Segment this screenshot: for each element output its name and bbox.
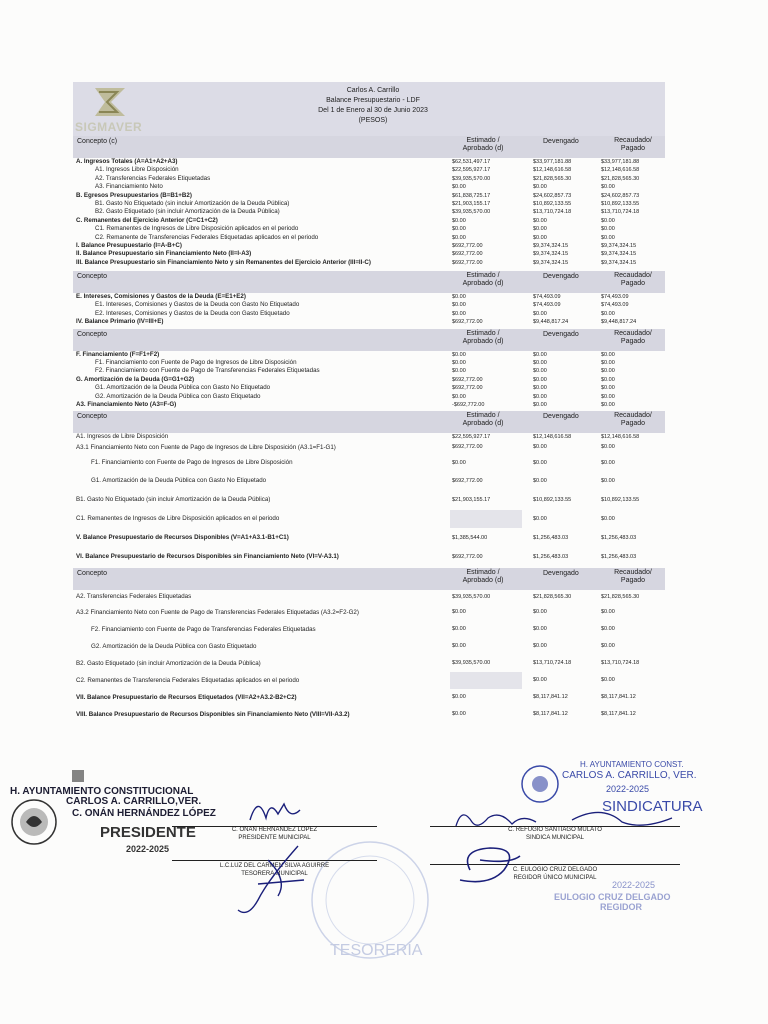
collected-value: $33,977,181.88 [601, 159, 640, 165]
estimated-value: $0.00 [452, 294, 466, 301]
collected-value: $0.00 [601, 626, 615, 633]
row-label: B1. Gasto No Etiquetado (sin incluir Amortización de la Deuda Pública) [76, 496, 271, 504]
collected-value: $0.00 [601, 310, 615, 317]
estimated-value [450, 672, 522, 689]
estimated-value: $0.00 [452, 643, 466, 650]
collected-value: $0.00 [601, 360, 615, 367]
estimated-value: $692,772.00 [452, 251, 483, 258]
collected-value: $1,256,483.03 [601, 535, 637, 542]
collected-value: $0.00 [601, 444, 615, 451]
accrued-value: $9,374,324.15 [533, 251, 569, 258]
table-row [73, 301, 665, 309]
accrued-value: $12,148,616.58 [533, 434, 572, 441]
row-label: F2. Financiamiento con Fuente de Pago de Transferencias Federales Etiquetadas [91, 626, 316, 634]
table-row [73, 158, 665, 166]
estimated-value: $62,531,497.17 [452, 159, 491, 165]
estimated-value: $0.00 [452, 626, 466, 633]
estimated-header [443, 272, 523, 288]
collected-value: $8,117,841.12 [601, 711, 636, 718]
accrued-value: $0.00 [533, 393, 547, 400]
table-row [73, 590, 665, 604]
collected-value: $0.00 [601, 226, 615, 233]
balance-document [73, 82, 665, 723]
approved-label: Aprobado (d) [462, 280, 504, 288]
table-row [73, 234, 665, 242]
accrued-value: $0.00 [533, 376, 547, 383]
accrued-value: $0.00 [533, 184, 547, 191]
table-row [73, 490, 665, 510]
table-row [73, 192, 665, 200]
estimated-value: $0.00 [452, 694, 466, 701]
estimated-value: $0.00 [452, 184, 466, 191]
table-row [73, 548, 665, 566]
collected-label: Recaudado/ [614, 272, 652, 280]
row-label: C. Remanentes del Ejercicio Anterior (C=C1+C2) [76, 216, 218, 224]
estimated-value: $0.00 [452, 226, 466, 233]
section-header [73, 411, 665, 433]
accrued-value: $9,374,324.15 [533, 242, 569, 249]
row-label: A1. Ingresos de Libre Disposición [76, 433, 169, 441]
estimated-label: Estimado / [466, 272, 500, 280]
row-label: I. Balance Presupuestario (I=A-B+C) [76, 241, 182, 249]
collected-value: $0.00 [601, 234, 615, 241]
sindicatura-stamp: H. AYUNTAMIENTO CONST. CARLOS A. CARRILLO, VER. 2022-2025 SINDICATURA 2022-2025 EULOGIO CRUZ DELGADO REGIDOR [520, 760, 720, 920]
estimated-value: $0.00 [452, 368, 466, 375]
table-row [73, 259, 665, 267]
table-row [73, 217, 665, 225]
estimated-value: $22,595,927.17 [452, 434, 491, 441]
table-row [73, 441, 665, 454]
handwritten-signature [240, 790, 320, 830]
accrued-value: $74,493.09 [533, 302, 561, 309]
ayuntamiento-stamp: H. AYUNTAMIENTO CONSTITUCIONAL CARLOS A. CARRILLO,VER. C. ONÁN HERNÁNDEZ LÓPEZ PRESIDENTE 2022-2025 [8, 772, 258, 862]
collected-value: $74,493.09 [601, 302, 629, 309]
row-label: A2. Transferencias Federales Etiquetadas [76, 593, 192, 601]
report-titles [223, 86, 523, 126]
accrued-value: $10,892,133.55 [533, 200, 572, 207]
accrued-value: $13,710,724.18 [533, 209, 572, 216]
table-section [73, 590, 665, 723]
row-label: VIII. Balance Presupuestario de Recursos Disponibles sin Financiamiento Neto (VIII=VII-A3.2) [76, 711, 350, 719]
accrued-value: $0.00 [533, 217, 547, 224]
collected-label: Recaudado/ [614, 412, 652, 420]
accrued-value: $0.00 [533, 609, 547, 616]
table-row [73, 242, 665, 250]
accrued-value: $0.00 [533, 368, 547, 375]
concept-header: Concepto [77, 273, 107, 281]
table-row [73, 166, 665, 174]
table-row [73, 706, 665, 723]
table-section [73, 351, 665, 410]
collected-value: $0.00 [601, 385, 615, 392]
table-row [73, 510, 665, 528]
accrued-header: Devengado [543, 570, 579, 578]
estimated-value: $0.00 [452, 460, 466, 467]
row-label: G2. Amortización de la Deuda Pública con Gasto Etiquetado [95, 392, 261, 400]
collected-value: $0.00 [601, 351, 615, 358]
collected-value: $13,710,724.18 [601, 209, 640, 216]
collected-value: $12,148,616.58 [601, 167, 640, 174]
accrued-value: $0.00 [533, 460, 547, 467]
collected-header [603, 137, 663, 153]
paid-label: Pagado [620, 280, 646, 288]
accrued-value: $24,602,857.73 [533, 192, 572, 199]
paid-label: Pagado [620, 145, 646, 152]
row-label: A3. Financiamiento Neto (A3=F-G) [76, 400, 177, 408]
report-name: Balance Presupuestario - LDF [326, 97, 420, 104]
accrued-value: $8,117,841.12 [533, 694, 568, 701]
estimated-value: $61,838,725.17 [452, 192, 491, 199]
collected-value: $1,256,483.03 [601, 554, 637, 561]
collected-value: $10,892,133.55 [601, 497, 640, 504]
entity-name: Carlos A. Carrillo [346, 87, 400, 94]
table-row [73, 225, 665, 233]
estimated-label: Estimado / [466, 412, 500, 420]
estimated-value: $1,385,544.00 [452, 535, 488, 542]
row-label: IV. Balance Primario (IV=III+E) [76, 318, 164, 326]
accrued-value: $0.00 [533, 444, 547, 451]
accrued-value: $1,256,483.03 [533, 554, 569, 561]
accrued-value: $0.00 [533, 643, 547, 650]
table-section [73, 293, 665, 327]
table-row [73, 351, 665, 359]
accrued-header: Devengado [543, 273, 579, 281]
accrued-value: $21,828,565.30 [533, 594, 572, 601]
report-units: (PESOS) [358, 117, 388, 124]
accrued-value: $0.00 [533, 626, 547, 633]
accrued-value: $0.00 [533, 360, 547, 367]
row-label: F1. Financiamiento con Fuente de Pago de Ingresos de Libre Disposición [91, 459, 293, 467]
row-label: B1. Gasto No Etiquetado (sin incluir Amortización de la Deuda Pública) [95, 199, 290, 207]
row-label: VII. Balance Presupuestario de Recursos Etiquetados (VII=A2+A3.2-B2+C2) [76, 694, 297, 702]
report-period: Del 1 de Enero al 30 de Junio 2023 [318, 107, 428, 114]
accrued-value: $0.00 [533, 401, 547, 408]
collected-value: $12,148,616.58 [601, 434, 640, 441]
row-label: A3.2 Financiamiento Neto con Fuente de Pago de Transferencias Federales Etiquetadas (A3.2=F2-G2) [76, 609, 359, 617]
accrued-value: $9,448,817.24 [533, 319, 569, 326]
approved-label: Aprobado (d) [462, 145, 504, 152]
row-label: A. Ingresos Totales (A=A1+A2+A3) [76, 158, 178, 165]
table-row [73, 367, 665, 375]
row-label: B2. Gasto Etiquetado (sin incluir Amortización de la Deuda Pública) [76, 660, 261, 668]
accrued-header: Devengado [543, 330, 579, 338]
row-label: E1. Intereses, Comisiones y Gastos de la Deuda con Gasto No Etiquetado [95, 301, 300, 309]
collected-header [603, 330, 663, 346]
estimated-value: $0.00 [452, 217, 466, 224]
row-label: III. Balance Presupuestario sin Financiamiento Neto y sin Remanentes del Ejercicio Anterior (III=II-C) [76, 258, 371, 266]
collected-header [603, 569, 663, 585]
estimated-value: $39,935,570.00 [452, 660, 491, 667]
handwritten-signature [452, 800, 682, 840]
collected-value: $0.00 [601, 217, 615, 224]
row-label: A3.1 Financiamiento Neto con Fuente de Pago de Ingresos de Libre Disposición (A3.1=F1-G1) [76, 444, 336, 452]
accrued-value: $10,892,133.55 [533, 497, 572, 504]
row-label: G1. Amortización de la Deuda Pública con Gasto No Etiquetado [95, 384, 271, 392]
row-label: A2. Transferencias Federales Etiquetadas [95, 174, 211, 182]
tesoreria-stamp: TESORERÍA [300, 830, 440, 970]
estimated-value: $692,772.00 [452, 554, 483, 561]
estimated-label: Estimado / [466, 329, 500, 337]
collected-value: $0.00 [601, 184, 615, 191]
collected-value: $0.00 [601, 368, 615, 375]
collected-value: $9,448,817.24 [601, 319, 637, 326]
estimated-value: $39,935,570.00 [452, 209, 491, 216]
estimated-value: $0.00 [452, 234, 466, 241]
section-header [73, 271, 665, 293]
signatory-presidente: C. ONAN HERNANDEZ LOPEZ PRESIDENTE MUNICIPAL [231, 827, 318, 841]
collected-value: $0.00 [601, 609, 615, 616]
table-row [73, 401, 665, 409]
estimated-value: $0.00 [452, 609, 466, 616]
row-label: C1. Remanentes de Ingresos de Libre Disposición aplicados en el periodo [95, 225, 299, 233]
estimated-value: $692,772.00 [452, 385, 483, 392]
row-label: E2. Intereses, Comisiones y Gastos de la Deuda con Gasto Etiquetado [95, 309, 290, 317]
handwritten-signature [450, 840, 540, 890]
table-row [73, 310, 665, 318]
accrued-value: $9,374,324.15 [533, 259, 569, 266]
row-label: F. Financiamiento (F=F1+F2) [76, 350, 160, 358]
accrued-value: $1,256,483.03 [533, 535, 569, 542]
row-label: F1. Financiamiento con Fuente de Pago de Ingresos de Libre Disposición [95, 359, 297, 367]
seal-icon [10, 798, 58, 846]
estimated-value: $692,772.00 [452, 242, 483, 249]
row-label: F2. Financiamiento con Fuente de Pago de Transferencias Federales Etiquetadas [95, 367, 320, 375]
paid-label: Pagado [620, 337, 646, 345]
collected-header [603, 272, 663, 288]
row-label: C2. Remanentes de Transferencia Federales Etiquetadas aplicados en el periodo [76, 677, 300, 685]
estimated-value: $39,935,570.00 [452, 594, 491, 601]
approved-label: Aprobado (d) [462, 420, 504, 428]
table-row [73, 200, 665, 208]
estimated-header [443, 330, 523, 346]
accrued-value: $0.00 [533, 385, 547, 392]
estimated-value: $39,935,570.00 [452, 175, 491, 182]
collected-value: $21,828,565.30 [601, 594, 640, 601]
collected-value: $21,828,565.30 [601, 175, 640, 182]
accrued-value: $0.00 [533, 478, 547, 485]
row-label: C1. Remanentes de Ingresos de Libre Disposición aplicados en el periodo [76, 515, 280, 523]
collected-value: $0.00 [601, 376, 615, 383]
accrued-value: $0.00 [533, 516, 547, 523]
section-header [73, 136, 665, 158]
row-label: G2. Amortización de la Deuda Pública con Gasto Etiquetado [91, 643, 257, 651]
accrued-value: $0.00 [533, 310, 547, 317]
section-header [73, 568, 665, 590]
collected-label: Recaudado/ [614, 329, 652, 337]
table-row [73, 604, 665, 621]
row-label: V. Balance Presupuestario de Recursos Disponibles (V=A1+A3.1-B1+C1) [76, 534, 289, 542]
table-row [73, 454, 665, 472]
accrued-value: $0.00 [533, 226, 547, 233]
row-label: A3. Financiamiento Neto [95, 183, 163, 191]
signatory-sindica: C. REFUGIO SANTIAGO MULATO SINDICA MUNICIPAL [508, 827, 602, 841]
estimated-label: Estimado / [466, 569, 500, 577]
accrued-header: Devengado [543, 413, 579, 421]
estimated-value: $692,772.00 [452, 478, 483, 485]
estimated-value: $21,903,155.17 [452, 497, 491, 504]
table-row [73, 638, 665, 655]
table-row [73, 384, 665, 392]
table-row [73, 293, 665, 301]
row-label: E. Intereses, Comisiones y Gastos de la Deuda (E=E1+E2) [76, 293, 246, 301]
row-label: G. Amortización de la Deuda (G=G1+G2) [76, 375, 195, 383]
collected-value: $0.00 [601, 393, 615, 400]
estimated-value: -$692,772.00 [452, 401, 485, 408]
table-row [73, 621, 665, 638]
estimated-value: $0.00 [452, 393, 466, 400]
row-label: C2. Remanente de Transferencias Federales Etiquetadas aplicados en el periodo [95, 233, 319, 241]
row-label: A1. Ingresos Libre Disposición [95, 166, 179, 174]
accrued-value: $8,117,841.12 [533, 711, 568, 718]
table-row [73, 250, 665, 258]
estimated-header [443, 569, 523, 585]
estimated-value: $0.00 [452, 310, 466, 317]
table-row [73, 359, 665, 367]
collected-value: $10,892,133.55 [601, 200, 640, 207]
seal-icon [520, 764, 560, 804]
concept-header: Concepto [77, 413, 107, 421]
estimated-value: $0.00 [452, 711, 466, 718]
row-label: II. Balance Presupuestario sin Financiamiento Neto (II=I-A3) [76, 250, 252, 258]
collected-value: $9,374,324.15 [601, 251, 637, 258]
estimated-value: $692,772.00 [452, 376, 483, 383]
table-row [73, 318, 665, 326]
row-label: VI. Balance Presupuestario de Recursos Disponibles sin Financiamiento Neto (VI=V-A3.1) [76, 553, 339, 561]
table-row [73, 672, 665, 689]
section-header [73, 329, 665, 351]
accrued-value: $12,148,616.58 [533, 167, 572, 174]
concept-header: Concepto [77, 570, 107, 578]
accrued-value: $33,977,181.88 [533, 159, 572, 165]
accrued-value: $0.00 [533, 677, 547, 684]
signatory-regidor: C. EULOGIO CRUZ DELGADO REGIDOR ÚNICO MUNICIPAL [512, 867, 598, 881]
estimated-value [450, 510, 522, 528]
table-row [73, 183, 665, 191]
collected-value: $0.00 [601, 643, 615, 650]
collected-value: $24,602,857.73 [601, 192, 640, 199]
collected-value: $0.00 [601, 677, 615, 684]
handwritten-signature [228, 840, 318, 920]
collected-value: $0.00 [601, 478, 615, 485]
sigmaver-logo: SIGMAVER [73, 82, 213, 136]
concept-header: Concepto [77, 330, 107, 338]
signatory-tesorera: L.C.LUZ DEL CARMEN SILVA AGUIRRE TESORERA MUNICIPAL [219, 863, 330, 877]
accrued-value: $74,493.09 [533, 294, 561, 301]
estimated-value: $692,772.00 [452, 259, 483, 266]
collected-header [603, 412, 663, 428]
accrued-value: $13,710,724.18 [533, 660, 572, 667]
report-header [73, 82, 665, 136]
table-row [73, 689, 665, 706]
table-section [73, 158, 665, 267]
table-row [73, 655, 665, 672]
row-label: B2. Gasto Etiquetado (sin incluir Amortización de la Deuda Pública) [95, 208, 280, 216]
collected-value: $0.00 [601, 401, 615, 408]
collected-value: $13,710,724.18 [601, 660, 640, 667]
accrued-header: Devengado [543, 138, 579, 145]
estimated-value: $0.00 [452, 351, 466, 358]
accrued-value: $21,828,565.30 [533, 175, 572, 182]
estimated-header [443, 412, 523, 428]
table-row [73, 393, 665, 401]
table-row [73, 433, 665, 441]
collected-label: Recaudado/ [614, 569, 652, 577]
paid-label: Pagado [620, 420, 646, 428]
estimated-value: $692,772.00 [452, 444, 483, 451]
collected-label: Recaudado/ [614, 137, 652, 144]
accrued-value: $0.00 [533, 351, 547, 358]
collected-value: $74,493.09 [601, 294, 629, 301]
collected-value: $9,374,324.15 [601, 242, 637, 249]
row-label: G1. Amortización de la Deuda Pública con Gasto No Etiquetado [91, 477, 267, 485]
collected-value: $8,117,841.12 [601, 694, 636, 701]
concept-header: Concepto (c) [77, 138, 118, 145]
approved-label: Aprobado (d) [462, 577, 504, 585]
table-row [73, 376, 665, 384]
table-section [73, 433, 665, 566]
estimated-value: $0.00 [452, 360, 466, 367]
paid-label: Pagado [620, 577, 646, 585]
estimated-value: $21,903,155.17 [452, 200, 491, 207]
accrued-value: $0.00 [533, 234, 547, 241]
table-row [73, 472, 665, 490]
collected-value: $0.00 [601, 516, 615, 523]
estimated-value: $692,772.00 [452, 319, 483, 326]
row-label: B. Egresos Presupuestarios (B=B1+B2) [76, 191, 192, 199]
approved-label: Aprobado (d) [462, 337, 504, 345]
estimated-header [443, 137, 523, 153]
table-row [73, 528, 665, 548]
estimated-value: $22,595,927.17 [452, 167, 491, 174]
collected-value: $9,374,324.15 [601, 259, 637, 266]
collected-value: $0.00 [601, 460, 615, 467]
estimated-label: Estimado / [466, 137, 500, 144]
table-row [73, 208, 665, 216]
table-row [73, 175, 665, 183]
estimated-value: $0.00 [452, 302, 466, 309]
